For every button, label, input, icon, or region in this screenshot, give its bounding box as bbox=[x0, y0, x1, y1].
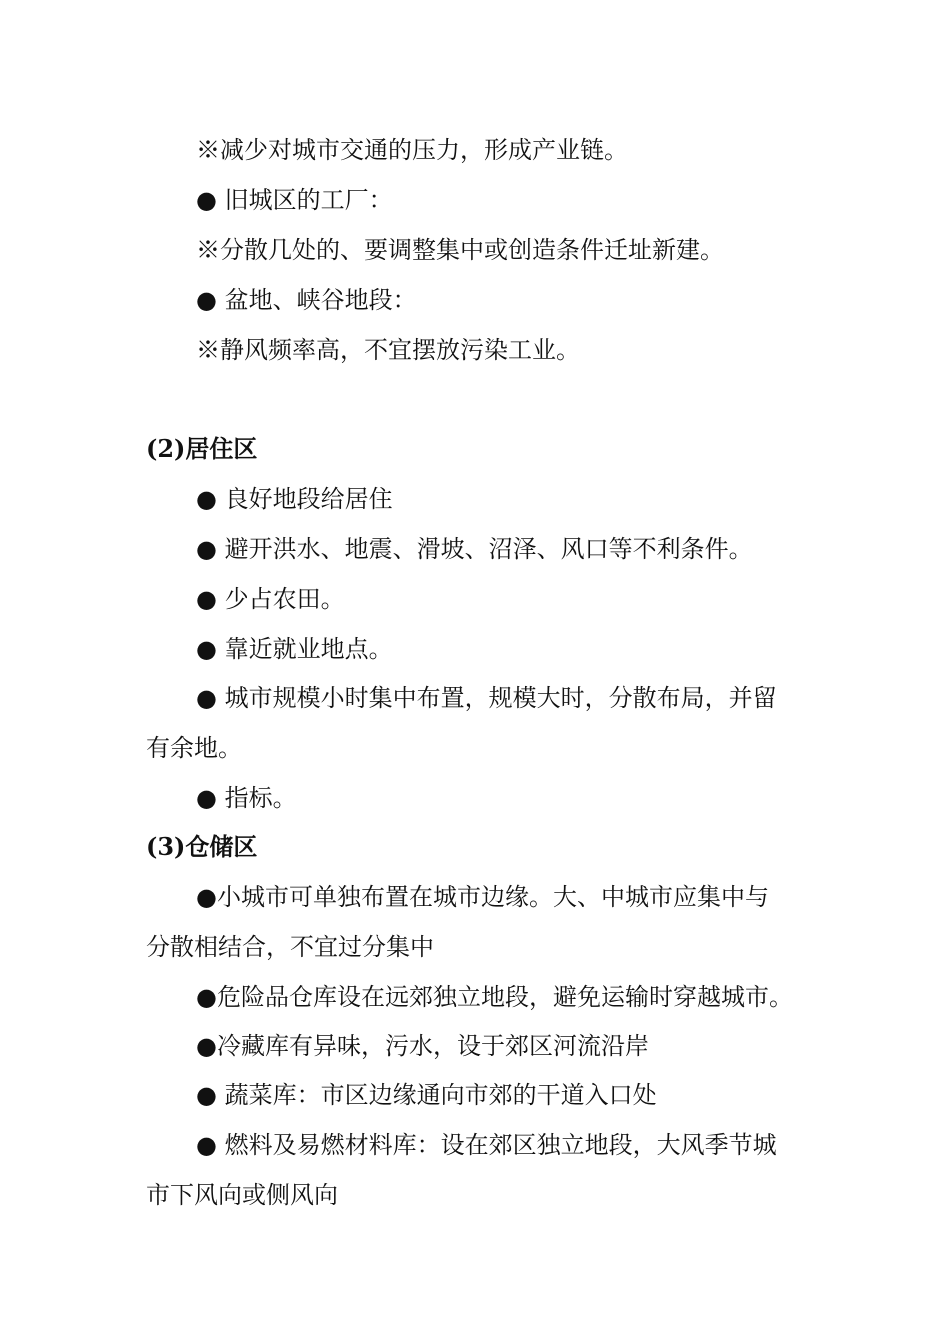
text-line: ※静风频率高，不宜摆放污染工业。 bbox=[196, 336, 580, 364]
bullet-line: ●冷藏库有异味，污水，设于郊区河流沿岸 bbox=[196, 1032, 649, 1060]
bullet-line: ● 靠近就业地点。 bbox=[196, 635, 393, 663]
text-line: 分散相结合，不宜过分集中 bbox=[146, 933, 434, 961]
bullet-line: ● 避开洪水、地震、滑坡、沼泽、风口等不利条件。 bbox=[196, 535, 753, 563]
bullet-line: ● 蔬菜库：市区边缘通向市郊的干道入口处 bbox=[196, 1081, 657, 1109]
text-line: 市下风向或侧风向 bbox=[146, 1181, 338, 1209]
bullet-line: ● 指标。 bbox=[196, 784, 297, 812]
bullet-line: ● 盆地、峡谷地段： bbox=[196, 286, 417, 314]
bullet-line: ● 城市规模小时集中布置，规模大时，分散布局，并留 bbox=[196, 684, 777, 712]
text-line: 有余地。 bbox=[146, 734, 242, 762]
section-heading: (3)仓储区 bbox=[146, 832, 258, 861]
bullet-line: ●小城市可单独布置在城市边缘。大、中城市应集中与 bbox=[196, 883, 769, 911]
text-line: ※减少对城市交通的压力，形成产业链。 bbox=[196, 136, 628, 164]
bullet-line: ● 良好地段给居住 bbox=[196, 485, 393, 513]
text-line: ※分散几处的、要调整集中或创造条件迁址新建。 bbox=[196, 236, 724, 264]
bullet-line: ● 旧城区的工厂： bbox=[196, 186, 393, 214]
bullet-line: ● 燃料及易燃材料库：设在郊区独立地段，大风季节城 bbox=[196, 1131, 777, 1159]
bullet-line: ● 少占农田。 bbox=[196, 585, 345, 613]
bullet-line: ●危险品仓库设在远郊独立地段，避免运输时穿越城市。 bbox=[196, 983, 793, 1011]
section-heading: (2)居住区 bbox=[146, 434, 258, 463]
